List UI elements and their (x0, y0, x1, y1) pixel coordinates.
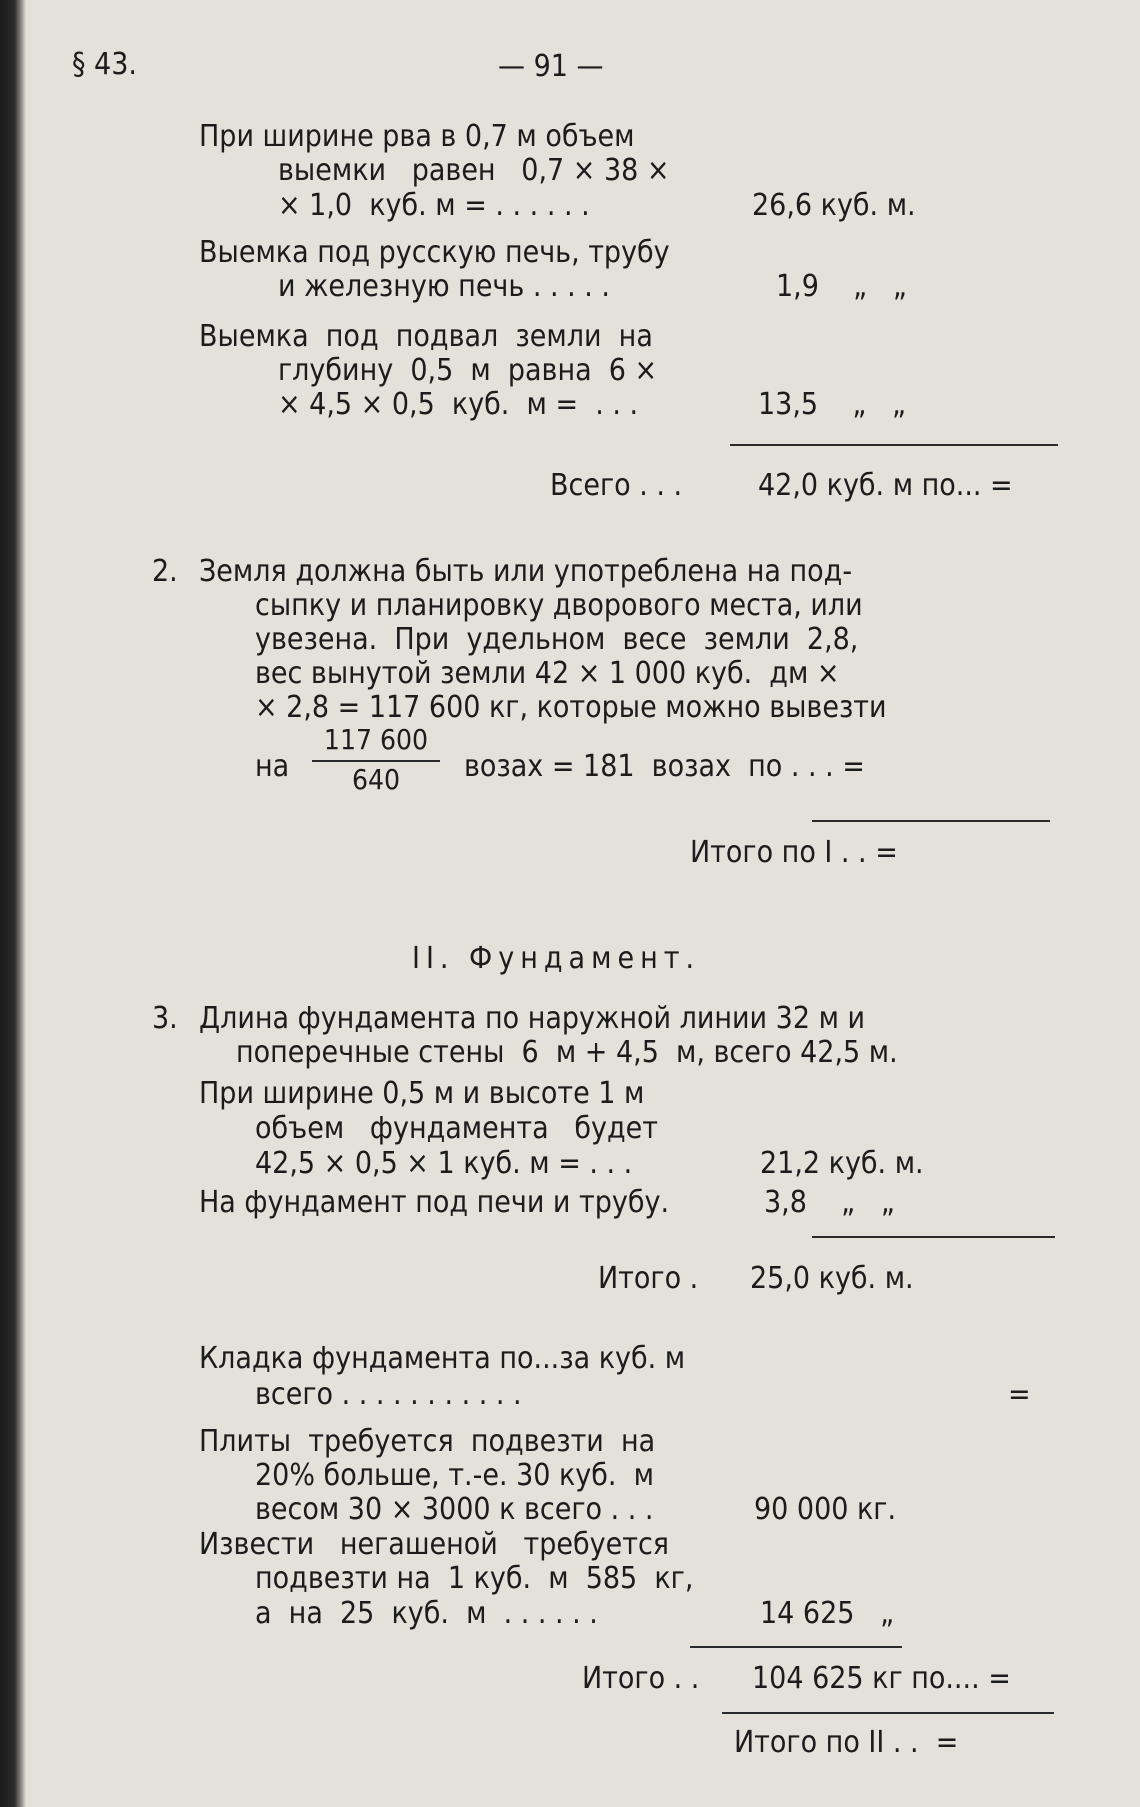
line-value: 14 625 „ (760, 1596, 895, 1631)
fraction (312, 723, 440, 796)
text-line: поперечные стены 6 м + 4,5 м, всего 42,5 м. (236, 1035, 898, 1070)
sum-rule (690, 1646, 902, 1648)
sum-rule (812, 820, 1050, 822)
line-value: 3,8 „ „ (764, 1185, 895, 1220)
text-line: Выемка под русскую печь, трубу (199, 235, 670, 270)
text-line: Плиты требуется подвезти на (199, 1424, 656, 1459)
text-line: Земля должна быть или употреблена на под- (199, 554, 853, 589)
line-value: = (1008, 1377, 1031, 1412)
text-line: Длина фундамента по наружной линии 32 м и (199, 1001, 866, 1036)
text-line: × 1,0 куб. м = . . . . . . (278, 188, 590, 223)
total-value: 42,0 куб. м по... = (758, 468, 1013, 503)
text-line: сыпку и планировку дворового места, или (255, 588, 863, 623)
text-line: × 4,5 × 0,5 куб. м = . . . (278, 387, 639, 422)
total-value: 104 625 кг по.... = (752, 1661, 1011, 1696)
text-line: вес вынутой земли 42 × 1 000 куб. дм × (255, 656, 840, 691)
sum-rule (812, 1236, 1055, 1238)
text-line: Выемка под подвал земли на (199, 319, 653, 354)
text-line: выемки равен 0,7 × 38 × (278, 153, 670, 188)
text-line: подвезти на 1 куб. м 585 кг, (255, 1561, 694, 1596)
total-line: Итого по II . . = (734, 1725, 959, 1760)
item-number: 3. (152, 1001, 178, 1036)
text-line: Кладка фундамента по...за куб. м (199, 1341, 686, 1376)
book-spine-shadow (0, 0, 26, 1807)
page-number: — 91 — (498, 49, 604, 84)
line-value: 90 000 кг. (754, 1492, 897, 1527)
fraction-numerator: 117 600 (323, 723, 429, 756)
section-number: § 43. (72, 47, 137, 82)
sum-rule (722, 1712, 1054, 1714)
item-number: 2. (152, 554, 178, 589)
section-title: II. Фундамент. (412, 941, 701, 976)
text-line: глубину 0,5 м равна 6 × (278, 353, 658, 388)
total-label: Итого . . (582, 1661, 700, 1696)
fraction-denominator: 640 (351, 763, 401, 796)
total-label: Всего . . . (550, 468, 683, 503)
text-line: Извести негашеной требуется (199, 1527, 670, 1562)
line-value: 26,6 куб. м. (752, 188, 916, 223)
text-line: весом 30 × 3000 к всего . . . (255, 1492, 654, 1527)
text-line: увезена. При удельном весе земли 2,8, (255, 622, 859, 657)
fraction-bar (312, 760, 440, 762)
total-line: Итого по I . . = (690, 835, 898, 870)
text-line: При ширине 0,5 м и высоте 1 м (199, 1076, 645, 1111)
text-line: × 2,8 = 117 600 кг, которые можно вывезти (255, 690, 887, 725)
text-line: 20% больше, т.-е. 30 куб. м (255, 1458, 654, 1493)
text-line: а на 25 куб. м . . . . . . (255, 1596, 598, 1631)
text-line: и железную печь . . . . . (278, 269, 610, 304)
text-line: всего . . . . . . . . . . . (255, 1377, 522, 1412)
sum-rule (730, 444, 1058, 446)
text-line: объем фундамента будет (255, 1111, 658, 1146)
total-label: Итого . (598, 1261, 699, 1296)
total-value: 25,0 куб. м. (750, 1261, 914, 1296)
line-value: 13,5 „ „ (758, 387, 907, 422)
text-line: 42,5 × 0,5 × 1 куб. м = . . . (255, 1146, 633, 1181)
text-line: возах = 181 возах по . . . = (464, 749, 865, 784)
text-line: На фундамент под печи и трубу. (199, 1185, 670, 1220)
text-line: на (255, 749, 290, 784)
line-value: 1,9 „ „ (776, 269, 907, 304)
line-value: 21,2 куб. м. (760, 1146, 924, 1181)
text-line: При ширине рва в 0,7 м объем (199, 119, 635, 154)
